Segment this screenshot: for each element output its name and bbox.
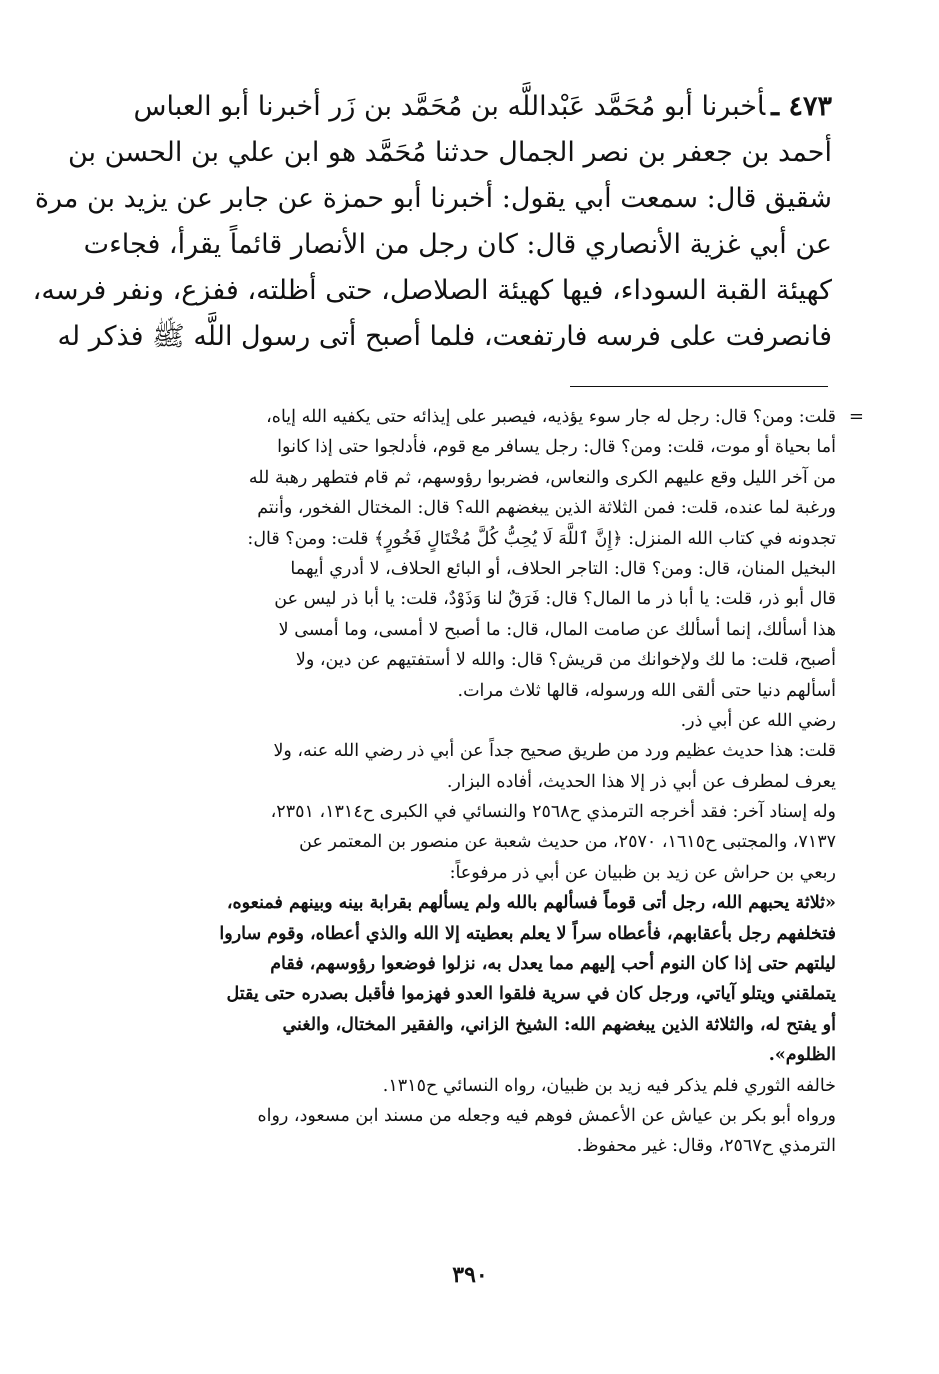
footnote-line: [72, 402, 864, 432]
footnote-line: [72, 979, 836, 1009]
footnote-line: [72, 1101, 836, 1131]
page-number: ٣٩٠: [452, 1262, 488, 1288]
footnote-line-text: ورغبة لما عنده، قلت: فمن الثلاثة الذين يبغضهم الله؟ قال: المختال الفخور، وأنتم: [257, 498, 836, 519]
footnote-line: [72, 827, 836, 857]
footnote-line-text: تجدونه في كتاب الله المنزل: ﴿إِنَّ ٱللَّهَ لَا يُحِبُّ كُلَّ مُخْتَالٍ فَخُورٍ﴾ قلت: ومن؟ قال:: [247, 528, 836, 549]
footnote-line: [72, 888, 836, 918]
footnote-line: [72, 554, 836, 584]
footnote-line-text: أو يفتح له، والثلاثة الذين يبغضهم الله: الشيخ الزاني، والفقير المختال، والغني: [282, 1014, 836, 1035]
main-line: شقيق قال: سمعت أبي يقول: أخبرنا أبو حمزة عن جابر عن يزيد بن مرة: [34, 183, 832, 214]
main-hadith-text: [32, 84, 832, 360]
footnote-line: [72, 1131, 836, 1161]
footnote-line: [72, 1040, 836, 1070]
footnote-line-text: رضي الله عن أبي ذر.: [680, 710, 836, 731]
continuation-marker: =: [848, 406, 864, 427]
footnote-block: [72, 402, 864, 1162]
hadith-number: ٤٧٣ ـ: [771, 91, 832, 122]
footnote-line: [72, 676, 836, 706]
footnote-line: [72, 432, 836, 462]
footnote-line: [72, 463, 836, 493]
footnote-line: [72, 524, 836, 554]
footnote-line-text: أما بحياة أو موت، قلت: ومن؟ قال: رجل يسافر مع قوم، فأدلجوا حتى إذا كانوا: [277, 437, 836, 458]
footnote-line-text: أصبح، قلت: ما لك ولإخوانك من قريش؟ قال: والله لا أستفتيهم عن دين، ولا: [295, 650, 836, 671]
footnote-line-text: قال أبو ذر، قلت: يا أبا ذر ما المال؟ قال: فَرَقٌ لنا وَذَوْدٌ، قلت: يا أبا ذر ليس عن: [274, 589, 836, 610]
footnote-line-text: ربعي بن حراش عن زيد بن ظبيان عن أبي ذر مرفوعاً:: [449, 862, 836, 883]
footnote-line: [72, 919, 836, 949]
main-line: عن أبي غزية الأنصاري قال: كان رجل من الأنصار قائماً يقرأ، فجاءت: [83, 229, 832, 260]
footnote-line-text: أسألهم دنيا حتى ألقى الله ورسوله، قالها ثلاث مرات.: [457, 680, 836, 701]
main-line: كهيئة القبة السوداء، فيها كهيئة الصلاصل، حتى أظلته، ففزع، ونفر فرسه،: [32, 275, 832, 306]
footnote-line-text: البخيل المنان، قال: ومن؟ قال: التاجر الحلاف، أو البائع الحلاف، لا أدري أيهما: [290, 558, 836, 579]
footnote-line-text: ليلتهم حتى إذا كان النوم أحب إليهم مما يعدل به، نزلوا فوضعوا رؤوسهم، فقام: [270, 954, 836, 975]
footnote-separator: [570, 386, 828, 387]
footnote-line-text: خالفه الثوري فلم يذكر فيه زيد بن ظبيان، رواه النسائي ح١٣١٥.: [382, 1075, 836, 1096]
footnote-line: [72, 1071, 836, 1101]
footnote-line: [72, 797, 836, 827]
footnote-line-text: يتملقني ويتلو آياتي، ورجل كان في سرية فلقوا العدو فهزموا فأقبل بصدره حتى يقتل: [226, 984, 836, 1005]
footnote-line: [72, 858, 836, 888]
footnote-line: [72, 949, 836, 979]
footnote-line-text: وله إسناد آخر: فقد أخرجه الترمذي ح٢٥٦٨ والنسائي في الكبرى ح١٣١٤، ٢٣٥١،: [270, 802, 836, 823]
footnote-line: [72, 584, 836, 614]
footnote-line-text: ٧١٣٧، والمجتبى ح١٦١٥، ٢٥٧٠، من حديث شعبة عن منصور بن المعتمر عن: [299, 832, 836, 853]
main-line: فانصرفت على فرسه فارتفعت، فلما أصبح أتى رسول اللَّه ﷺ فذكر له: [57, 321, 832, 352]
footnote-line-text: الترمذي ح٢٥٦٧، وقال: غير محفوظ.: [576, 1136, 836, 1157]
footnote-line: [72, 736, 836, 766]
footnote-line-text: ورواه أبو بكر بن عياش عن الأعمش فوهم فيه وجعله من مسند ابن مسعود، رواه: [257, 1105, 836, 1126]
footnote-line: [72, 767, 836, 797]
footnote-line-text: قلت: هذا حديث عظيم ورد من طريق صحيح جداً عن أبي ذر رضي الله عنه، ولا: [273, 741, 836, 762]
footnote-line: [72, 493, 836, 523]
main-line: أحمد بن جعفر بن نصر الجمال حدثنا مُحَمَّد هو ابن علي بن الحسن بن: [67, 137, 832, 168]
main-line: [72, 84, 832, 130]
footnote-line-text: فتخلفهم رجل بأعقابهم، فأعطاه سراً لا يعلم بعطيته إلا الله والذي أعطاه، وقوم ساروا: [219, 923, 836, 944]
footnote-line-text: «ثلاثة يحبهم الله، رجل أتى قوماً فسألهم بالله ولم يسألهم بقرابة بينه وبينهم فمنعوه،: [226, 893, 836, 914]
footnote-line: [72, 615, 836, 645]
footnote-line: [72, 706, 836, 736]
footnote-line-text: هذا أسألك، إنما أسألك عن صامت المال، قال: ما أصبح لا أمسى، وما أمسى لا: [278, 619, 836, 640]
footnote-line-text: من آخر الليل وقع عليهم الكرى والنعاس، فضربوا رؤوسهم، ثم قام فتطهر رهبة لله: [248, 467, 836, 488]
main-line-text: أخبرنا أبو مُحَمَّد عَبْداللَّه بن مُحَمَّد بن زَر أخبرنا أبو العباس: [133, 91, 766, 122]
footnote-line: [72, 1010, 836, 1040]
footnote-line-text: يعرف لمطرف عن أبي ذر إلا هذا الحديث، أفاده البزار.: [446, 771, 836, 792]
footnote-line: [72, 645, 836, 675]
footnote-line-text: قلت: ومن؟ قال: رجل له جار سوء يؤذيه، فيصبر على إيذائه حتى يكفيه الله إياه،: [266, 407, 836, 427]
footnote-line-text: الظلوم».: [768, 1045, 836, 1066]
